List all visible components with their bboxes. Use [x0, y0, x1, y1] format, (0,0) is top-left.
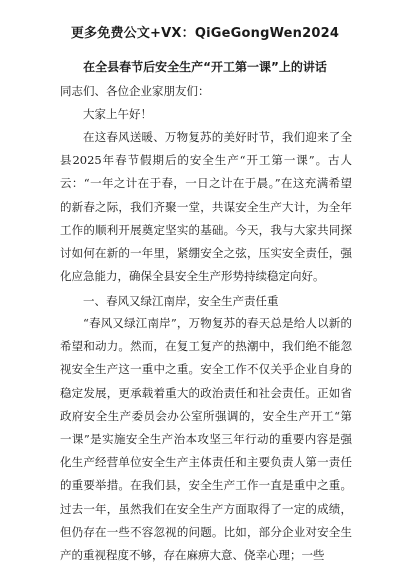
section-heading-1: 一、春风又绿江南岸，安全生产责任重 [83, 294, 279, 308]
body-paragraph-1: 在这春风送暖、万物复苏的美好时节，我们迎来了全县2025年春节假期后的安全生产“开工第一课”。古人云：“一年之计在于春，一日之计在于晨。”在这充满希望的新春之际，我们齐聚一堂，共谋安全生产大计，为全年工作的顺利开展奠定坚实的基础。今天，我与大家共同探讨如何在新的一年里，紧绷安全之弦，压实安全责任，强化应急能力，确保全县安全生产形势持续稳定向好。 [60, 130, 352, 284]
salutation: 同志们、各位企业家朋友们： [60, 84, 210, 98]
body-paragraph-2: “春风又绿江南岸”，万物复苏的春天总是给人以新的希望和动力。然而，在复工复产的热潮中，我们绝不能忽视安全生产这一重中之重。安全工作不仅关乎企业自身的稳定发展，更承载着重大的政治责任和社会责任。正如省政府安全生产委员会办公室所强调的，安全生产开工“第一课”是实施安全生产治本攻坚三年行动的重要内容是强化生产经营单位安全生产主体责任和主要负责人第一责任的重要举措。在我们县，安全生产工作一直是重中之重。过去一年，虽然我们在安全生产方面取得了一定的成绩，但仍存在一些不容忽视的问题。比如，部分企业对安全生产的重视程度不够，存在麻痹大意、侥幸心理；一些 [60, 316, 352, 563]
document-title: 在全县春节后安全生产“开工第一课”上的讲话 [83, 60, 327, 74]
greeting: 大家上午好！ [83, 107, 152, 121]
promo-header: 更多免费公文+VX：QiGeGongWen2024 [70, 26, 340, 41]
